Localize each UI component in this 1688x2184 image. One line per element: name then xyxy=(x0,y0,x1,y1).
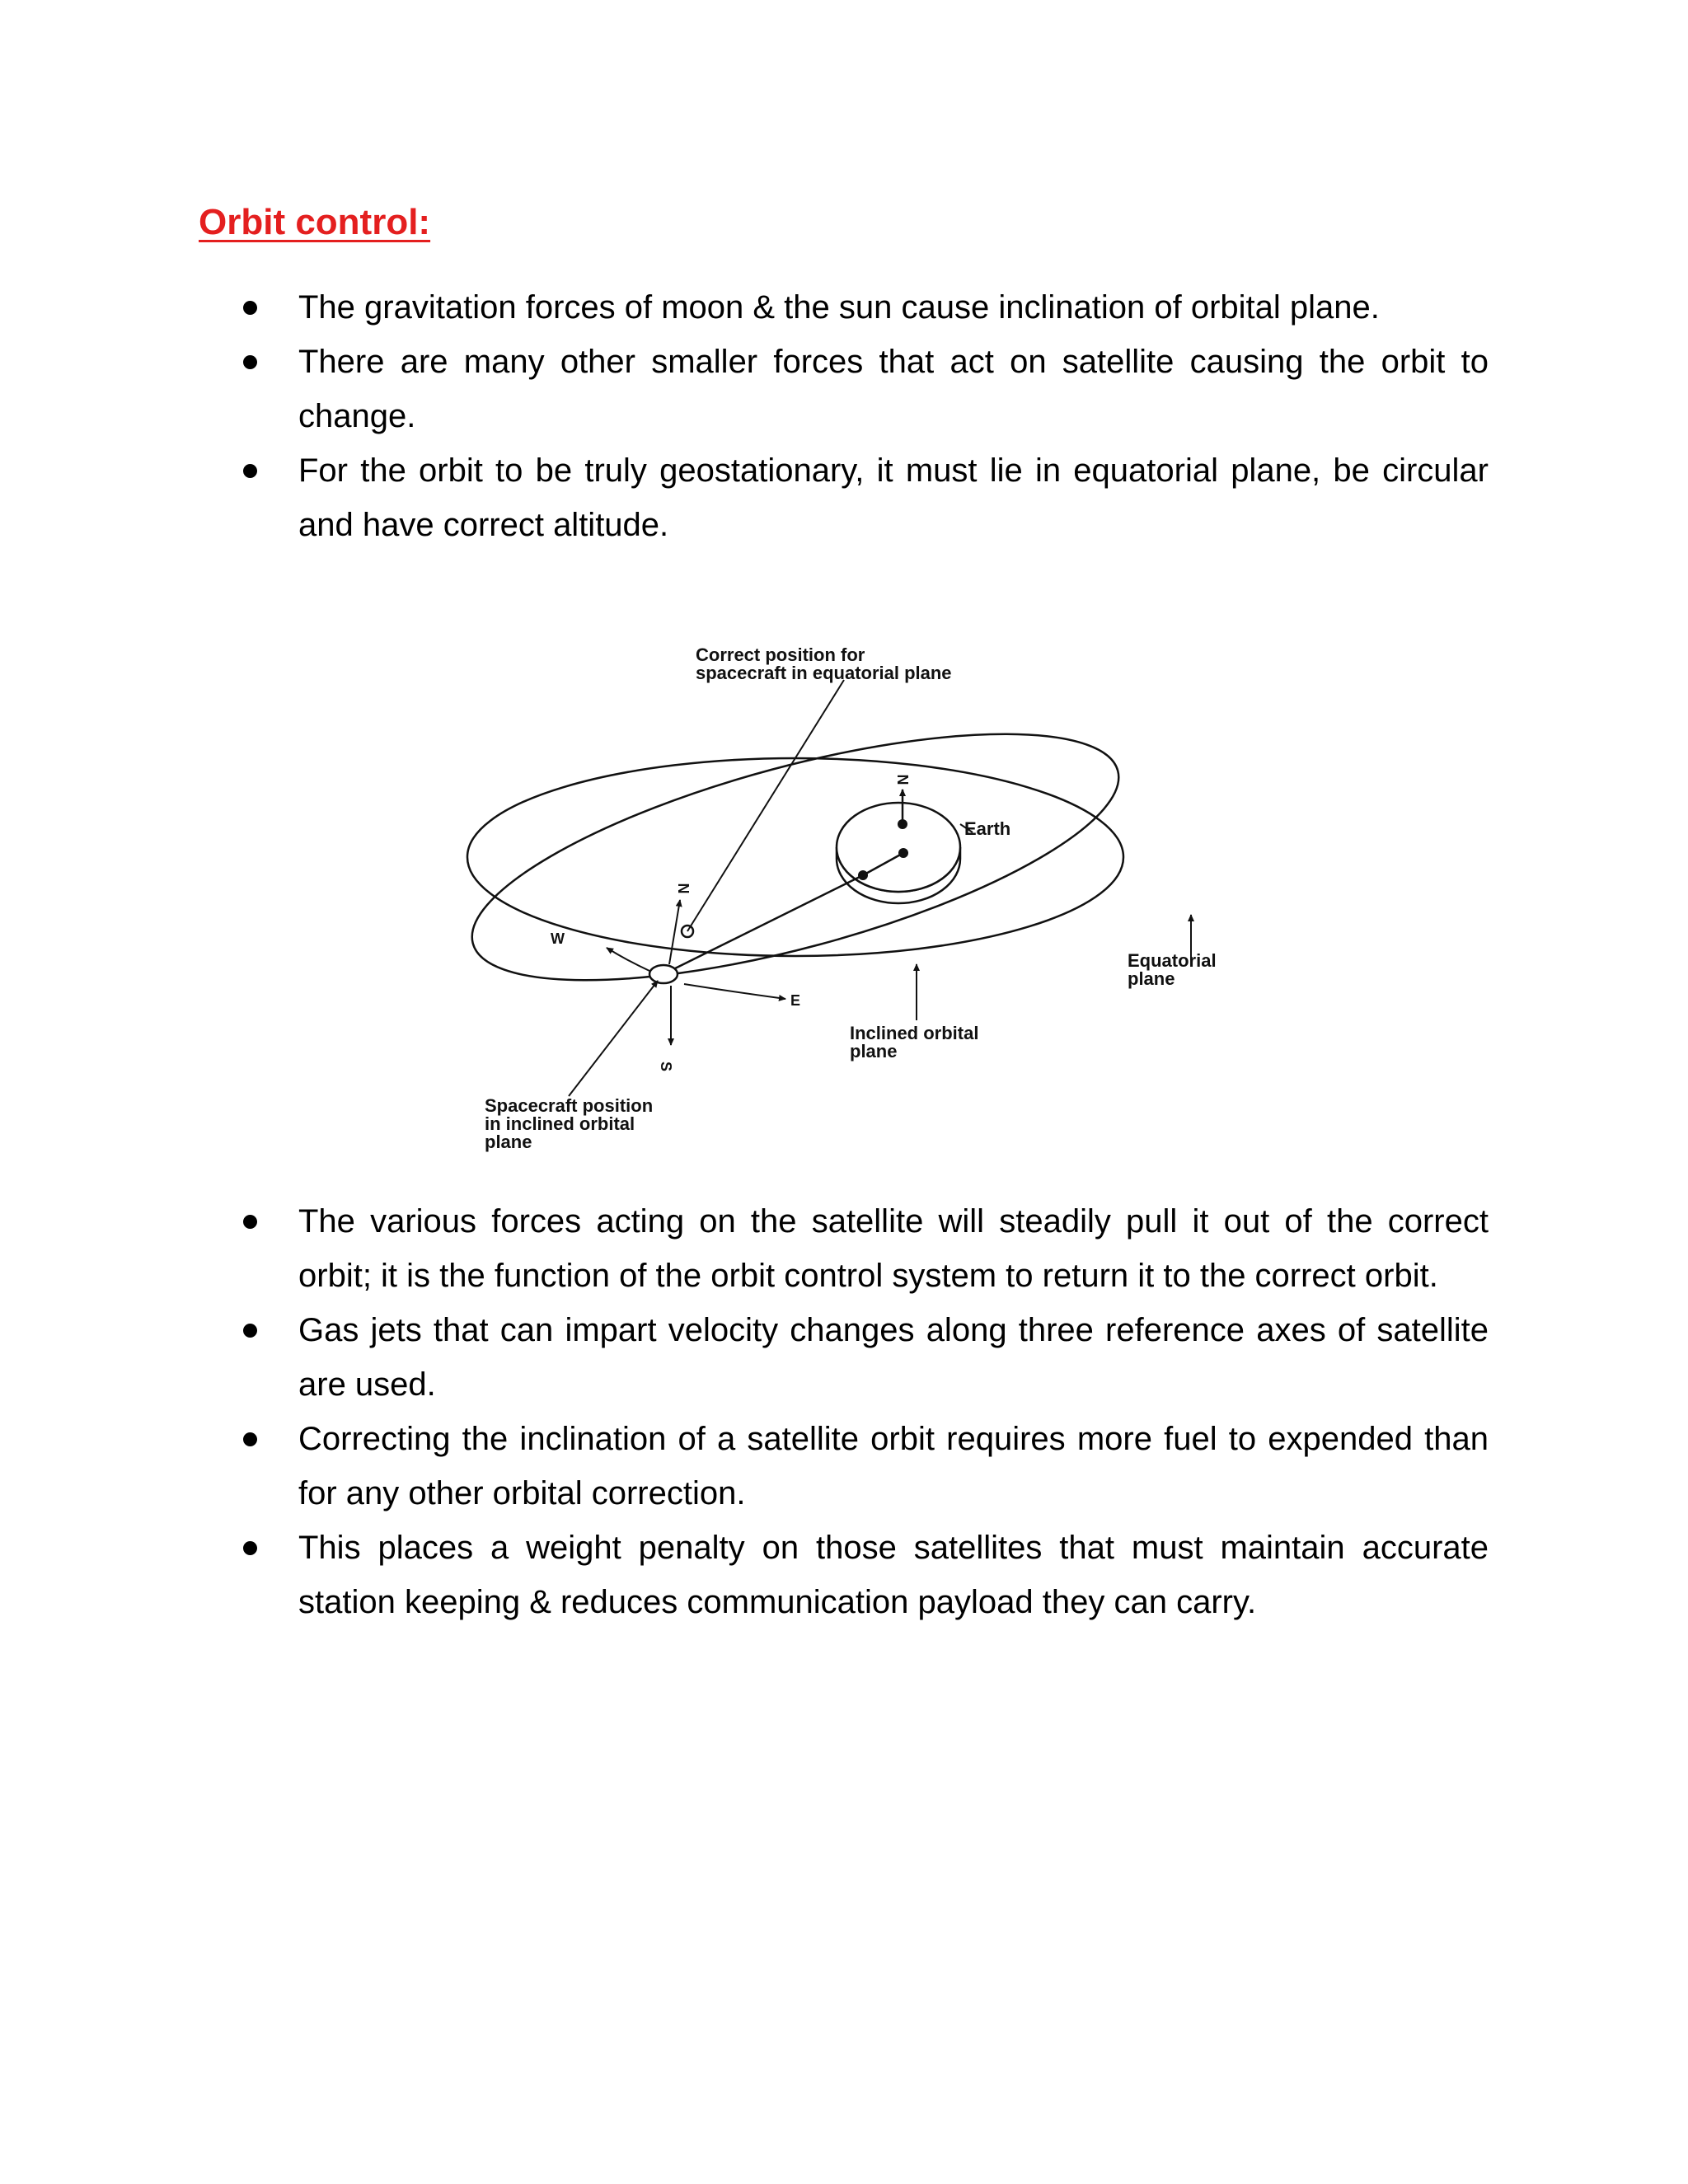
inclined-plane-label-line2: plane xyxy=(850,1041,898,1062)
equatorial-plane-label-line1: Equatorial xyxy=(1128,950,1217,971)
list-item xyxy=(0,335,1688,443)
list-item xyxy=(0,1194,1688,1303)
bullet-list-top xyxy=(0,280,1688,552)
spacecraft-north-label: N xyxy=(675,883,692,894)
list-item xyxy=(0,1521,1688,1629)
list-item xyxy=(0,280,1688,335)
inclined-radius-line xyxy=(663,875,863,974)
earth-label: Earth xyxy=(964,818,1011,839)
list-item-text: There are many other smaller forces that act on satellite causing the orbit to change. xyxy=(298,344,1489,434)
list-item-text: Gas jets that can impart velocity changes along three reference axes of satellite are used. xyxy=(298,1312,1489,1403)
list-item-text: The various forces acting on the satellite will steadily pull it out of the correct orbit; it is the function of the orbit control system to return it to the correct orbit. xyxy=(298,1203,1489,1294)
list-item xyxy=(0,1412,1688,1521)
bullet-dot-icon xyxy=(243,301,257,315)
equatorial-orbit-ellipse xyxy=(467,758,1123,956)
bullet-dot-icon xyxy=(243,464,257,478)
list-item xyxy=(0,443,1688,552)
spacecraft-position-label-line1: Spacecraft position xyxy=(485,1095,654,1116)
list-item-text: Correcting the inclination of a satellite orbit requires more fuel to expended than for any other orbital correction. xyxy=(298,1421,1489,1511)
bullet-dot-icon xyxy=(243,355,257,369)
spacecraft-inclined-position xyxy=(649,965,678,983)
inclined-orbit-ellipse xyxy=(462,683,1142,1031)
bullet-list-bottom xyxy=(0,1194,1688,1629)
list-item xyxy=(0,1303,1688,1412)
list-item-text: For the orbit to be truly geostationary, it must lie in equatorial plane, be circular and have correct altitude. xyxy=(298,452,1489,543)
orbit-diagram xyxy=(462,635,1286,1162)
bullet-dot-icon xyxy=(243,1215,257,1229)
west-label: W xyxy=(551,930,565,947)
correct-position-label-line2: spacecraft in equatorial plane xyxy=(696,663,952,683)
list-item-text: This places a weight penalty on those satellites that must maintain accurate station keeping & reduces communication payload they can carry. xyxy=(298,1530,1489,1620)
spacecraft-position-label-line2: in inclined orbital xyxy=(485,1113,635,1134)
spacecraft-south-label: S xyxy=(658,1062,674,1072)
section-heading: Orbit control: xyxy=(199,202,431,242)
east-label: E xyxy=(790,992,801,1009)
earth-icon xyxy=(837,803,960,903)
correct-position-label-line1: Correct position for xyxy=(696,644,865,665)
inclined-plane-label-line1: Inclined orbital xyxy=(850,1023,979,1043)
equatorial-plane-label-line2: plane xyxy=(1128,968,1175,989)
list-item-text: The gravitation forces of moon & the sun cause inclination of orbital plane. xyxy=(298,289,1380,326)
spacecraft-position-label-line3: plane xyxy=(485,1132,532,1152)
bullet-dot-icon xyxy=(243,1541,257,1555)
earth-north-label: N xyxy=(894,774,911,785)
bullet-dot-icon xyxy=(243,1432,257,1446)
bullet-dot-icon xyxy=(243,1324,257,1338)
